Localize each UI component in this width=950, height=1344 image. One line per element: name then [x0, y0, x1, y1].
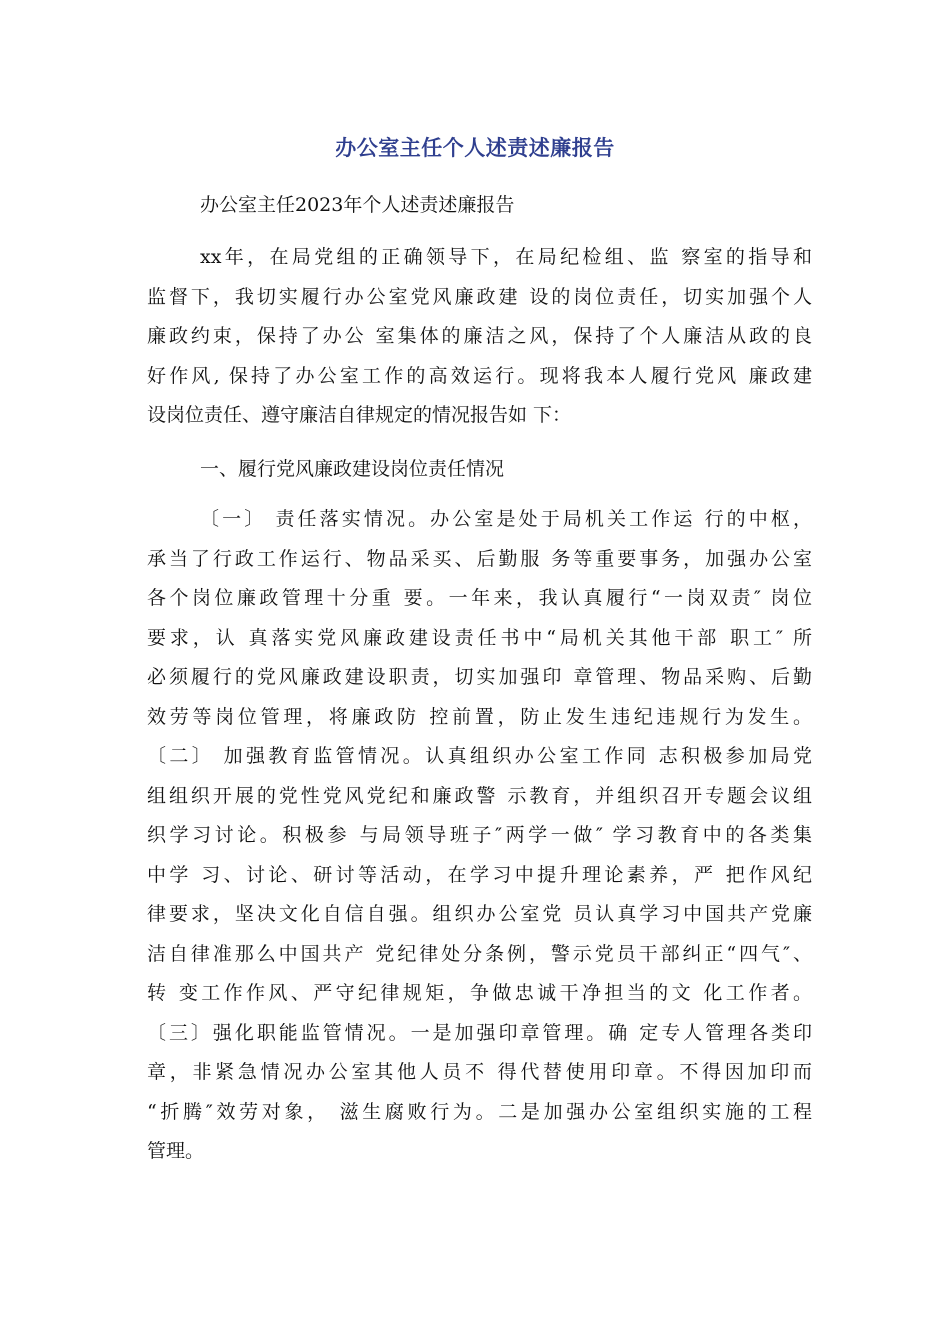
paragraph-line: 织学习讨论。积极参 与局领导班子″两学一做″ 学习教育中的各类集	[147, 824, 812, 846]
document-title: 办公室主任个人述责述廉报告	[335, 136, 615, 160]
paragraph-line: 中学 习、讨论、研讨等活动，在学习中提升理论素养，严 把作风纪	[147, 863, 812, 886]
paragraph-line: 转 变工作作风、严守纪律规矩，争做忠诚干净担当的文 化工作者。	[147, 982, 812, 1004]
paragraph-line: 组组织开展的党性党风党纪和廉政警 示教育，并组织召开专题会议组	[147, 784, 812, 807]
paragraph-line: 章，非紧急情况办公室其他人员不 得代替使用印章。不得因加印而	[147, 1061, 812, 1083]
paragraph-line: 〔一〕 责任落实情况。办公室是处于局机关工作运 行的中枢，	[200, 508, 812, 530]
paragraph-line: “折腾″效劳对象， 滋生腐败行为。二是加强办公室组织实施的工程	[147, 1100, 812, 1123]
paragraph-line: 好作风, 保持了办公室工作的高效运行。现将我本人履行党风 廉政建	[147, 364, 812, 387]
paragraph-line: xx年，在局党组的正确领导下，在局纪检组、监 察室的指导和	[200, 246, 812, 268]
document-subtitle: 办公室主任2023年个人述责述廉报告	[200, 194, 515, 216]
paragraph-line: 管理。	[147, 1140, 205, 1162]
paragraph-line: 廉政约束，保持了办公 室集体的廉洁之风，保持了个人廉洁从政的良	[147, 325, 812, 347]
paragraph-line: 各个岗位廉政管理十分重 要。一年来，我认真履行“一岗双责″ 岗位	[147, 587, 812, 609]
paragraph-line: 要求，认 真落实党风廉政建设责任书中“局机关其他干部 职工″ 所	[147, 626, 812, 649]
paragraph-line: 设岗位责任、遵守廉洁自律规定的情况报告如 下：	[147, 404, 572, 426]
section-heading: 一、履行党风廉政建设岗位责任情况	[200, 458, 505, 480]
paragraph-line: 〔二〕 加强教育监管情况。认真组织办公室工作同 志积极参加局党	[147, 745, 812, 767]
paragraph-line: 承当了行政工作运行、物品采买、后勤服 务等重要事务，加强办公室	[147, 547, 812, 570]
paragraph-line: 必须履行的党风廉政建设职责，切实加强印 章管理、物品采购、后勤	[147, 666, 812, 688]
intro-paragraph	[147, 238, 812, 436]
paragraph-line: 律要求，坚决文化自信自强。组织办公室党 员认真学习中国共产党廉	[147, 903, 812, 925]
paragraph-line: 效劳等岗位管理，将廉政防 控前置，防止发生违纪违规行为发生。	[147, 705, 812, 728]
body-paragraph	[147, 500, 812, 1172]
paragraph-line: 〔三〕强化职能监管情况。一是加强印章管理。确 定专人管理各类印	[147, 1021, 812, 1044]
paragraph-line: 洁自律准那么中国共产 党纪律处分条例，警示党员干部纠正“四气″、	[147, 942, 812, 965]
paragraph-line: 监督下，我切实履行办公室党风廉政建 设的岗位责任，切实加强个人	[147, 285, 812, 308]
